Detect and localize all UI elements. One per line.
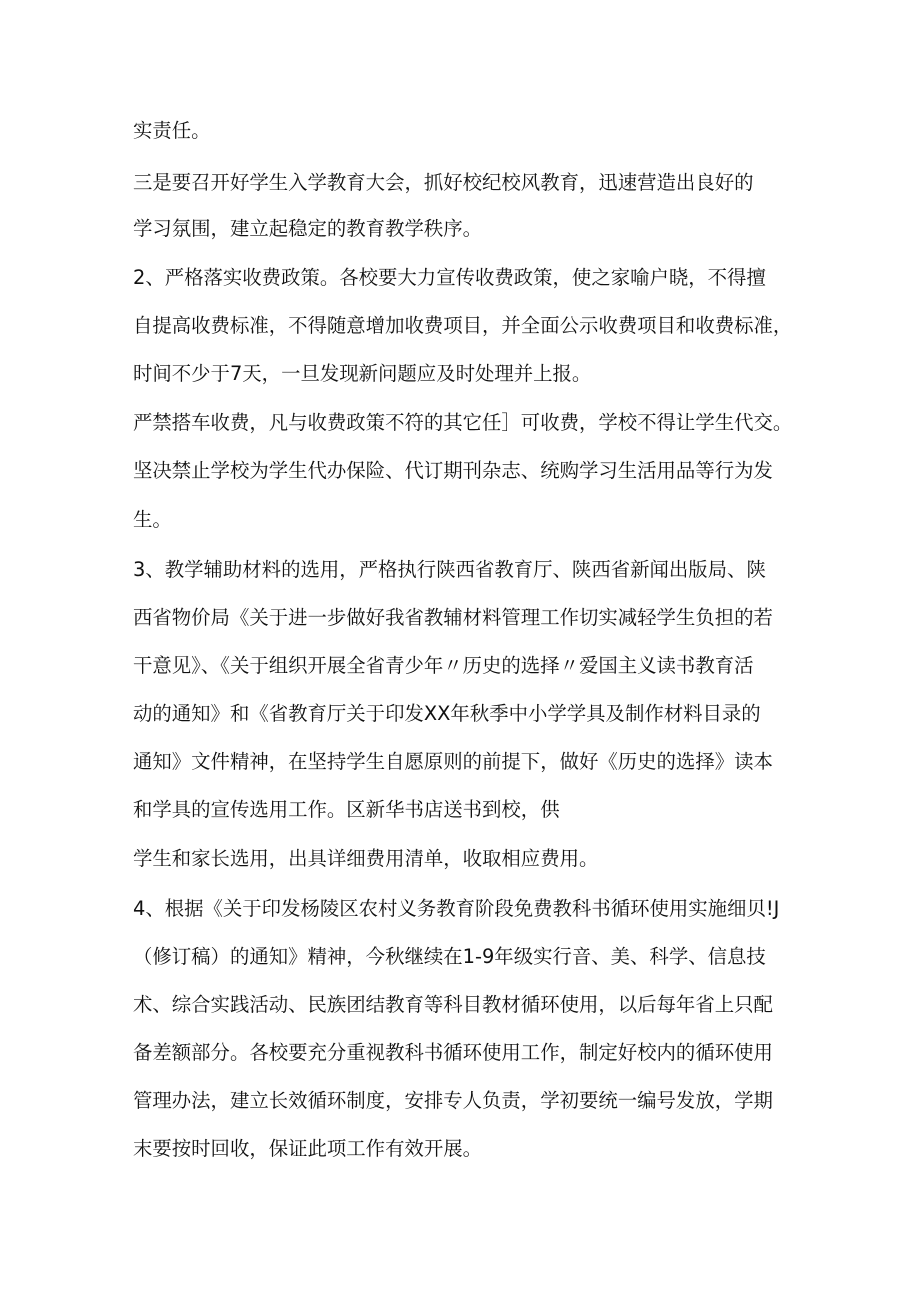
text-line: 严禁搭车收费，凡与收费政策不符的其它任］可收费，学校不得让学生代交。	[133, 411, 793, 434]
text-line: 管理办法，建立长效循环制度，安排专人负责，学初要统一编号发放，学期	[133, 1089, 773, 1112]
text-line: 末要按时回收，保证此项工作有效开展。	[133, 1137, 483, 1160]
text-line: 学习氛围，建立起稳定的教育教学秩序。	[133, 217, 483, 240]
text-line: 生。	[133, 508, 172, 531]
text-line: 2、严格落实收费政策。各校要大力宣传收费政策，使之家喻户晓，不得擅	[133, 266, 766, 289]
text-line: 自提高收费标准，不得随意增加收费项目，并全面公示收费项目和收费标准，	[133, 314, 793, 337]
text-line: 备差额部分。各校要充分重视教科书循环使用工作，制定好校内的循环使用	[133, 1041, 773, 1064]
text-line: （修订稿）的通知》精神，今秋继续在1-9年级实行音、美、科学、信息技	[133, 945, 766, 968]
text-line: 三是要召开好学生入学教育大会，抓好校纪校风教育，迅速营造出良好的	[133, 171, 754, 194]
text-line: 动的通知》和《省教育厅关于印发XX年秋季中小学学具及制作材料目录的	[133, 702, 761, 725]
text-line: 3、教学辅助材料的选用，严格执行陕西省教育厅、陕西省新闻出版局、陕	[133, 558, 766, 581]
text-line: 时间不少于7天，一旦发现新问题应及时处理并上报。	[133, 362, 592, 385]
text-line: 4、根据《关于印发杨陵区农村义务教育阶段免费教科书循环使用实施细贝!J	[133, 897, 780, 920]
text-line: 干意见》、《关于组织开展全省青少年〃历史的选择〃爱国主义读书教育活	[133, 654, 754, 677]
text-line: 学生和家长选用，出具详细费用清单，收取相应费用。	[133, 847, 599, 870]
text-line: 通知》文件精神，在坚持学生自愿原则的前提下，做好《历史的选择》读本	[133, 750, 773, 773]
text-line: 实责任。	[133, 119, 211, 142]
text-line: 和学具的宣传选用工作。区新华书店送书到校，供	[133, 798, 560, 821]
text-line: 坚决禁止学校为学生代办保险、代订期刊杂志、统购学习生活用品等行为发	[133, 459, 773, 482]
text-line: 术、综合实践活动、民族团结教育等科目教材循环使用，以后每年省上只配	[133, 993, 773, 1016]
text-line: 西省物价局《关于进一步做好我省教辅材料管理工作切实减轻学生负担的若	[133, 606, 773, 629]
